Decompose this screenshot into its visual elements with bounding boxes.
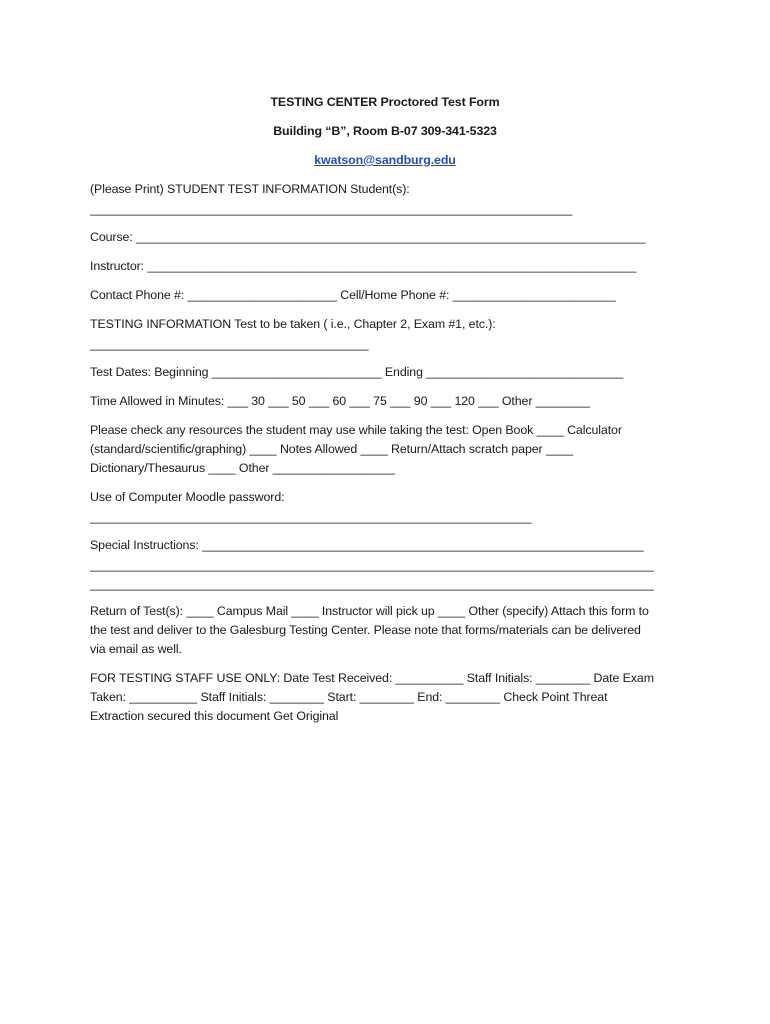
- return-line-2: the test and deliver to the Galesburg Testing Center. Please note that forms/materials can be delivered: [90, 623, 641, 637]
- special-instructions-blank-1: ___________________________________________________________________________________: [90, 558, 654, 572]
- return-line-3: via email as well.: [90, 642, 182, 656]
- resources-line-1: Please check any resources the student may use while taking the test: Open Book ____ Calculator: [90, 423, 622, 437]
- computer-password-blank: _________________________________________________________________: [90, 510, 532, 524]
- testing-info-heading: TESTING INFORMATION Test to be taken ( i.e., Chapter 2, Exam #1, etc.):: [90, 317, 496, 331]
- staff-use-line-3: Extraction secured this document Get Original: [90, 709, 339, 723]
- email-link-text[interactable]: kwatson@sandburg.edu: [314, 153, 456, 167]
- test-name-blank: _________________________________________: [90, 337, 369, 351]
- building-room-phone: Building “B”, Room B-07 309-341-5323: [273, 124, 497, 138]
- special-instructions-field: Special Instructions: _________________________________________________________________: [90, 538, 644, 552]
- course-field: Course: ___________________________________________________________________________: [90, 230, 646, 244]
- return-line-1: Return of Test(s): ____ Campus Mail ____ Instructor will pick up ____ Other (specify) Attach this form to: [90, 604, 649, 618]
- test-dates-field: Test Dates: Beginning _________________________ Ending _____________________________: [90, 365, 624, 379]
- form-title: TESTING CENTER Proctored Test Form: [270, 95, 500, 109]
- resources-line-2: (standard/scientific/graphing) ____ Notes Allowed ____ Return/Attach scratch paper ____: [90, 442, 574, 456]
- special-instructions-blank-2: ___________________________________________________________________________________: [90, 577, 654, 591]
- phone-fields: Contact Phone #: ______________________ Cell/Home Phone #: ________________________: [90, 288, 616, 302]
- instructor-field: Instructor: ________________________________________________________________________: [90, 259, 637, 273]
- resources-line-3: Dictionary/Thesaurus ____ Other __________________: [90, 461, 395, 475]
- contact-email-link[interactable]: [0, 151, 770, 170]
- staff-use-line-1: FOR TESTING STAFF USE ONLY: Date Test Received: __________ Staff Initials: ________ Date Exam: [90, 671, 654, 685]
- time-allowed-field: Time Allowed in Minutes: ___ 30 ___ 50 ___ 60 ___ 75 ___ 90 ___ 120 ___ Other ________: [90, 394, 591, 408]
- staff-use-line-2: Taken: __________ Staff Initials: ________ Start: ________ End: ________ Check Point Threat: [90, 690, 608, 704]
- student-name-blank: _______________________________________________________________________: [90, 202, 573, 216]
- student-info-heading: (Please Print) STUDENT TEST INFORMATION Student(s):: [90, 182, 410, 196]
- computer-password-label: Use of Computer Moodle password:: [90, 490, 285, 504]
